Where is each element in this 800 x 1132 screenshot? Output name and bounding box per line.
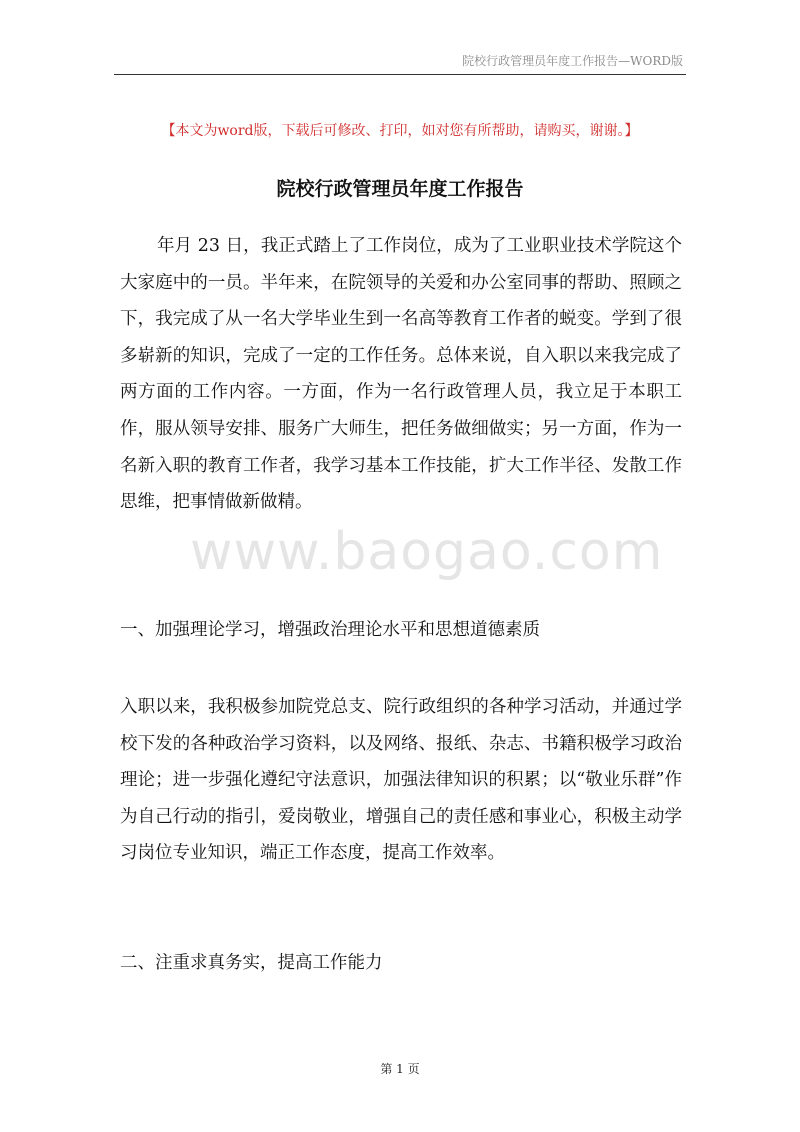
running-header: 院校行政管理员年度工作报告—WORD版	[462, 54, 683, 68]
document-title: 院校行政管理员年度工作报告	[276, 178, 524, 200]
section-heading-2: 二、注重求真务实，提高工作能力	[120, 953, 383, 973]
header-divider	[114, 74, 686, 75]
page-number: 第 1 页	[380, 1062, 420, 1076]
purchase-notice: 【本文为word版，下载后可修改、打印，如对您有所帮助，请购买，谢谢。】	[161, 123, 639, 139]
section-heading-1: 一、加强理论学习，增强政治理论水平和思想道德素质	[120, 620, 540, 640]
watermark: www.baogao.com	[190, 522, 664, 582]
intro-paragraph: 年月 23 日，我正式踏上了工作岗位，成为了工业职业技术学院这个大家庭中的一员。半年来，在院领导的关爱和办公室同事的帮助、照顾之下，我完成了从一名大学毕业生到一名高等教育工作者的蜕变。学到了很多崭新的知识，完成了一定的工作任务。总体来说，自入职以来我完成了两方面的工作内容。一方面，作为一名行政管理人员，我立足于本职工作，服从领导安排、服务广大师生，把任务做细做实；另一方面，作为一名新入职的教育工作者，我学习基本工作技能，扩大工作半径、发散工作思维，把事情做新做精。	[120, 236, 682, 513]
section-paragraph-1: 入职以来，我积极参加院党总支、院行政组织的各种学习活动，并通过学校下发的各种政治学习资料，以及网络、报纸、杂志、书籍积极学习政治理论；进一步强化遵纪守法意识，加强法律知识的积累；以“敬业乐群”作为自己行动的指引，爱岗敬业，增强自己的责任感和事业心，积极主动学习岗位专业知识，端正工作态度，提高工作效率。	[120, 697, 682, 864]
